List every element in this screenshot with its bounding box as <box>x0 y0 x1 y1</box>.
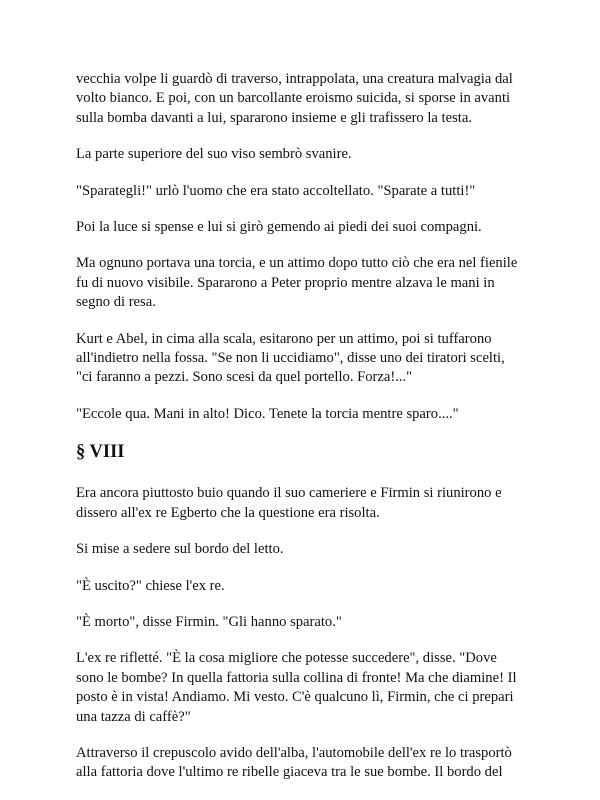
paragraph: "È morto", disse Firmin. "Gli hanno sparato." <box>76 613 342 630</box>
paragraph: Ma ognuno portava una torcia, e un attimo dopo tutto ciò che era nel fienile fu di nuovo visibile. Spararono a Peter proprio mentre alzava le mani in segno di resa. <box>76 255 518 311</box>
paragraph: L'ex re rifletté. "È la cosa migliore che potesse succedere", disse. "Dove sono le bombe? In quella fattoria sulla collina di fronte! Ma che diamine! Il posto è in vista! Andiamo. Mi vesto. C'è qualcuno lì, Firmin, che ci prepari una tazza di caffè?" <box>76 650 517 725</box>
paragraph: La parte superiore del suo viso sembrò svanire. <box>76 146 352 163</box>
paragraph: vecchia volpe li guardò di traverso, intrappolata, una creatura malvagia dal volto bianco. E poi, con un barcollante eroismo suicida, si sporse in avanti sulla bomba davanti a lui, spararono insieme e gli trafissero la testa. <box>76 71 513 126</box>
paragraph: Si mise a sedere sul bordo del letto. <box>76 541 284 558</box>
paragraph: Kurt e Abel, in cima alla scala, esitarono per un attimo, poi si tuffarono all'indietro nella fossa. "Se non li uccidiamo", disse uno dei tiratori scelti, "ci faranno a pezzi. Sono scesi da quel portello. Forza!..." <box>76 330 505 386</box>
section-heading: § VIII <box>76 442 125 463</box>
paragraph: Poi la luce si spense e lui si girò gemendo ai piedi dei suoi compagni. <box>76 219 482 236</box>
paragraph: Attraverso il crepuscolo avido dell'alba, l'automobile dell'ex re lo trasportò alla fattoria dove l'ultimo re ribelle giaceva tra le sue bombe. Il bordo del <box>76 744 512 781</box>
paragraph: Era ancora piuttosto buio quando il suo cameriere e Firmin si riunirono e dissero all'ex re Egberto che la questione era risolta. <box>76 485 502 521</box>
paragraph: "Sparategli!" urlò l'uomo che era stato accoltellato. "Sparate a tutti!" <box>76 182 476 199</box>
paragraph: "Eccole qua. Mani in alto! Dico. Tenete la torcia mentre sparo...." <box>76 405 459 422</box>
document-page <box>76 70 536 800</box>
paragraph: "È uscito?" chiese l'ex re. <box>76 577 225 594</box>
